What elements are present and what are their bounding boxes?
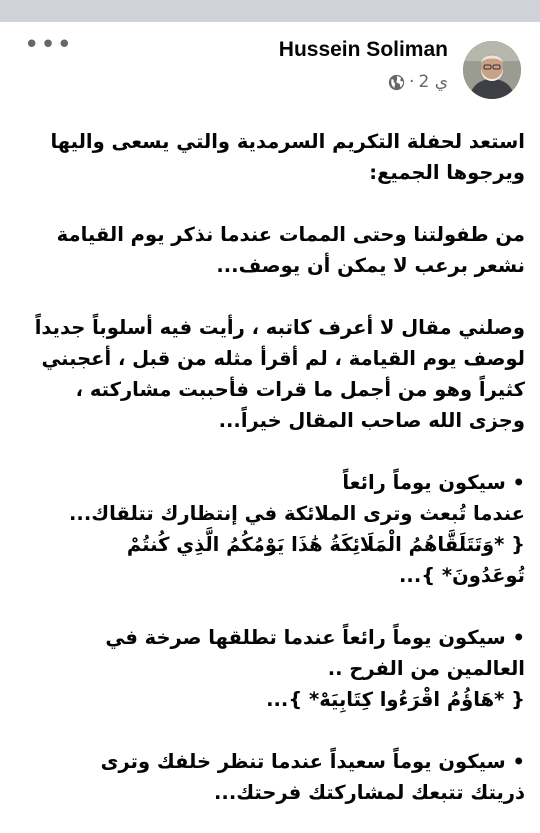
post-meta <box>388 72 448 92</box>
post-body <box>20 126 525 808</box>
post-paragraph <box>20 467 525 591</box>
text-line: كثيراً وهو من أجمل ما قرات فأحببت مشاركته ، <box>75 378 525 401</box>
author-name[interactable]: Hussein Soliman <box>278 38 448 61</box>
post-paragraph <box>20 126 525 188</box>
post-paragraph <box>20 312 525 436</box>
text-line: وجزى الله صاحب المقال خيراً... <box>218 409 525 432</box>
text-line: • سيكون يوماً رائعاً <box>342 471 525 494</box>
text-line: { *هَاؤُمُ اقْرَءُوا كِتَابِيَهْ* }... <box>266 688 525 711</box>
avatar[interactable] <box>463 41 521 99</box>
text-line: • سيكون يوماً سعيداً عندما تنظر خلفك وترى <box>100 750 525 773</box>
more-options-button[interactable]: ••• <box>24 30 74 60</box>
text-line: لوصف يوم القيامة ، لم أقرأ مثله من قبل ، أعجبني <box>41 347 525 370</box>
text-line: من طفولتنا وحتى الممات عندما نذكر يوم القيامة <box>56 223 525 246</box>
text-line: نشعر برعب لا يمكن أن يوصف... <box>216 254 525 277</box>
text-line: ويرجوها الجميع: <box>369 161 525 184</box>
post-card <box>0 22 540 833</box>
globe-icon[interactable] <box>388 74 405 91</box>
text-line: تُوعَدُونَ* }... <box>399 564 525 587</box>
text-line: • سيكون يوماً رائعاً عندما تطلقها صرخة في <box>105 626 525 649</box>
text-line: العالمين من الفرح .. <box>327 657 525 680</box>
post-paragraph <box>20 219 525 281</box>
post-paragraph <box>20 746 525 808</box>
text-line: ذريتك تتبعك لمشاركتك فرحتك... <box>214 781 525 804</box>
meta-separator: · <box>409 72 415 92</box>
text-line: عندما تُبعث وترى الملائكة في إنتظارك تتلقاك... <box>69 502 525 525</box>
text-line: { *وَتَتَلَقَّاهُمُ الْمَلَائِكَةُ هَٰذَا يَوْمُكُمُ الَّذِي كُنتُمْ <box>126 533 525 556</box>
avatar-photo <box>463 41 521 99</box>
text-line: وصلني مقال لا أعرف كاتبه ، رأيت فيه أسلوباً جديداً <box>34 316 525 339</box>
top-divider-strip <box>0 0 540 22</box>
post-paragraph <box>20 622 525 715</box>
post-timestamp[interactable]: 2 ي <box>418 72 448 92</box>
text-line: استعد لحفلة التكريم السرمدية والتي يسعى واليها <box>50 130 525 153</box>
